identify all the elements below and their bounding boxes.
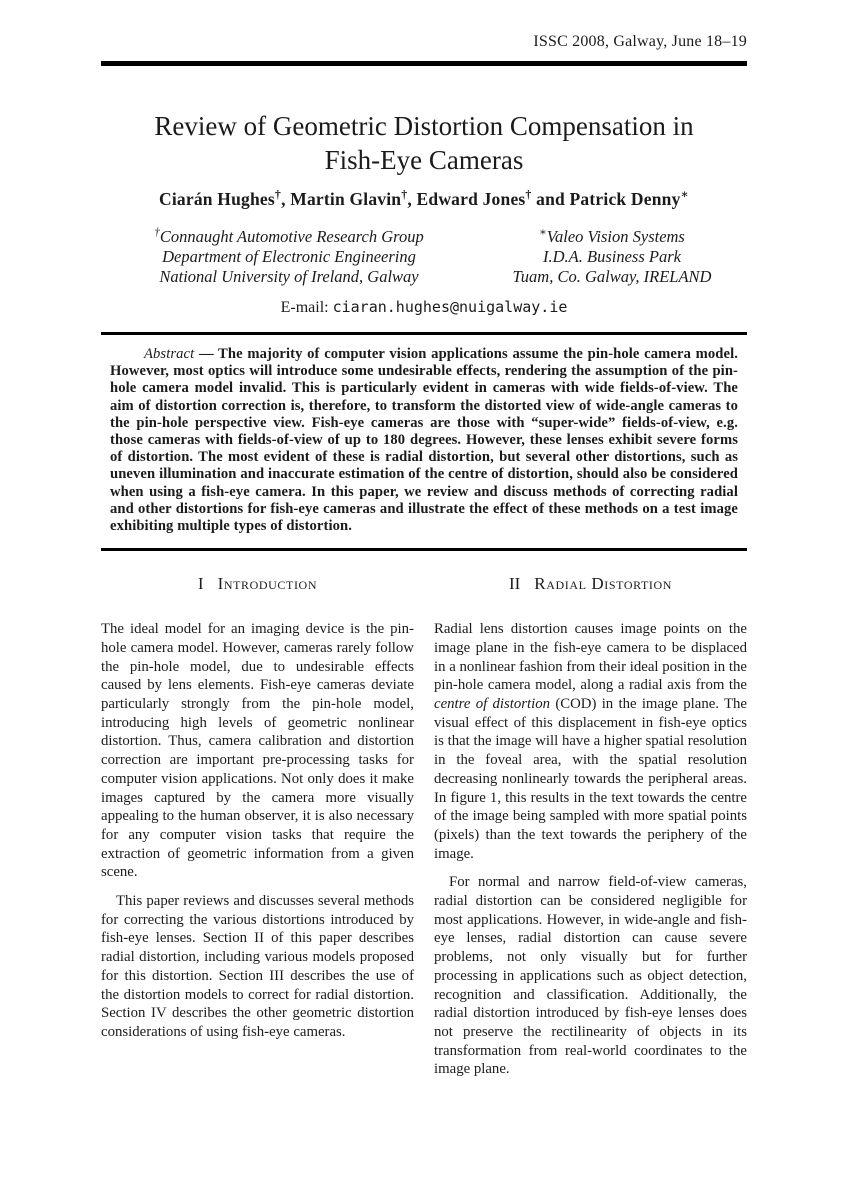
text-segment: National University of Ireland, Galway [159,267,419,286]
paragraph [101,620,414,882]
header-rule [101,61,747,66]
text-segment: For normal and narrow field-of-view cameras, radial distortion can be considered negligible for most applications. However, in wide-angle and fish-eye lenses, radial distortion can cause severe problems, not only visually but for further processing in applications such as object detection, recognition and classification. Additionally, the radial distortion introduced by fish-eye lenses does not preserve the rectilinearity of objects in its transformation from real-world coordinates to the image plane. [434,874,747,1078]
text-segment: Abstract [144,346,195,362]
text-segment: Radial lens distortion causes image points on the image plane in the fish-eye camera to be displaced in a nonlinear fashion from their ideal position in the pin-hole camera model, along a radial axis from the [434,621,747,694]
author-list [101,189,747,210]
text-segment: , Edward Jones [407,189,526,209]
affiliation-right-line-3 [477,267,747,287]
affiliation-right-line-1 [477,227,747,247]
abstract [110,346,738,535]
affiliations [101,227,747,287]
right-column [434,574,747,1079]
paper-title [101,109,747,177]
affiliation-left [101,227,477,287]
title-line-1: Review of Geometric Distortion Compensation in [154,111,694,141]
text-segment: The ideal model for an imaging device is the pin-hole camera model. However, cameras rarely follow the pin-hole model, due to undesirable effects caused by lens elements. Fish-eye cameras deviate particularly strongly from the pin-hole model, introducing high levels of geometric nonlinear distortion. Thus, camera calibration and distortion correction are important pre-processing tasks for computer vision applications. Not only does it make images captured by the camera more visually appealing to the human observer, it is also necessary for any computer vision tasks that require the extraction of geometric information from a given scene. [101,621,414,881]
affiliation-right [477,227,747,287]
page-content [101,0,747,1079]
section-title: Radial Distortion [534,574,673,594]
text-segment: I.D.A. Business Park [543,247,681,266]
affiliation-right-line-2 [477,247,747,267]
text-segment: and Patrick Denny [531,189,681,209]
text-segment: † [525,187,532,202]
text-segment: Ciarán Hughes [159,189,275,209]
left-column [101,574,414,1079]
text-segment: ∗ [680,187,689,202]
abstract-top-rule [101,332,747,335]
paragraph [434,873,747,1079]
text-segment: † [274,187,282,202]
section-number: II [508,574,521,594]
text-segment: , Martin Glavin [281,189,402,209]
text-segment: Department of Electronic Engineering [162,247,416,266]
paragraph [434,620,747,863]
text-segment: — The majority of computer vision applications assume the pin-hole camera model. However, most optics will introduce some undesirable effects, rendering the assumption of the pin-hole camera model invalid. This is particularly evident in cameras with wide fields-of-view. The aim of distortion correction is, therefore, to transform the distorted view of wide-angle cameras to the pin-hole perspective view. Fish-eye cameras are those with “super-wide” fields-of-view, e.g. those cameras with fields-of-view of up to 180 degrees. However, these lenses exhibit severe forms of distortion. The most evident of these is radial distortion, but several other distortions, such as uneven illumination and inaccurate estimation of the centre of distortion, should also be considered when using a fish-eye camera. In this paper, we review and discuss methods of correcting radial and other distortions for fish-eye cameras and illustrate the effect of these methods on a test image exhibiting multiple types of distortion. [110,346,738,535]
text-segment: (COD) in the image plane. The visual effect of this displacement in fish-eye optics is that the image will have a higher spatial resolution in the foveal area, with the spatial resolution decreasing nonlinearly towards the peripheral areas. In figure 1, this results in the text towards the centre of the image being sampled with more spatial points (pixels) than the text towards the periphery of the image. [434,696,748,862]
text-segment: centre of distortion [434,696,551,713]
affiliation-left-line-3 [101,267,477,287]
affiliation-left-line-1 [101,227,477,247]
title-line-2: Fish-Eye Cameras [324,145,524,175]
text-segment: ∗ [539,226,547,239]
email-label: E-mail: [280,299,333,316]
email-address: ciaran.hughes@nuigalway.ie [332,298,568,316]
radial-distortion-text [434,620,747,1079]
abstract-bottom-rule [101,548,747,551]
text-segment: Tuam, Co. Galway, IRELAND [512,267,712,286]
text-segment: † [401,187,408,202]
text-segment: Connaught Automotive Research Group [159,227,424,246]
section-title: Introduction [217,574,318,594]
affiliation-left-line-2 [101,247,477,267]
running-header: ISSC 2008, Galway, June 18–19 [533,33,747,50]
email-line [101,298,747,317]
introduction-text [101,620,414,1041]
section-heading-introduction [101,574,414,594]
text-segment: Valeo Vision Systems [546,227,685,246]
text-segment: This paper reviews and discusses several methods for correcting the various distortions introduced by fish-eye lenses. Section II of this paper describes radial distortion, including various models proposed for this distortion. Section III describes the use of the distortion models to correct for radial distortion. Section IV describes the other geometric distortion considerations of using fish-eye cameras. [101,893,414,1040]
two-column-body [101,574,747,1079]
paragraph [101,892,414,1042]
section-number: I [197,574,204,594]
section-heading-radial-distortion [434,574,747,594]
text-segment: † [154,226,160,239]
